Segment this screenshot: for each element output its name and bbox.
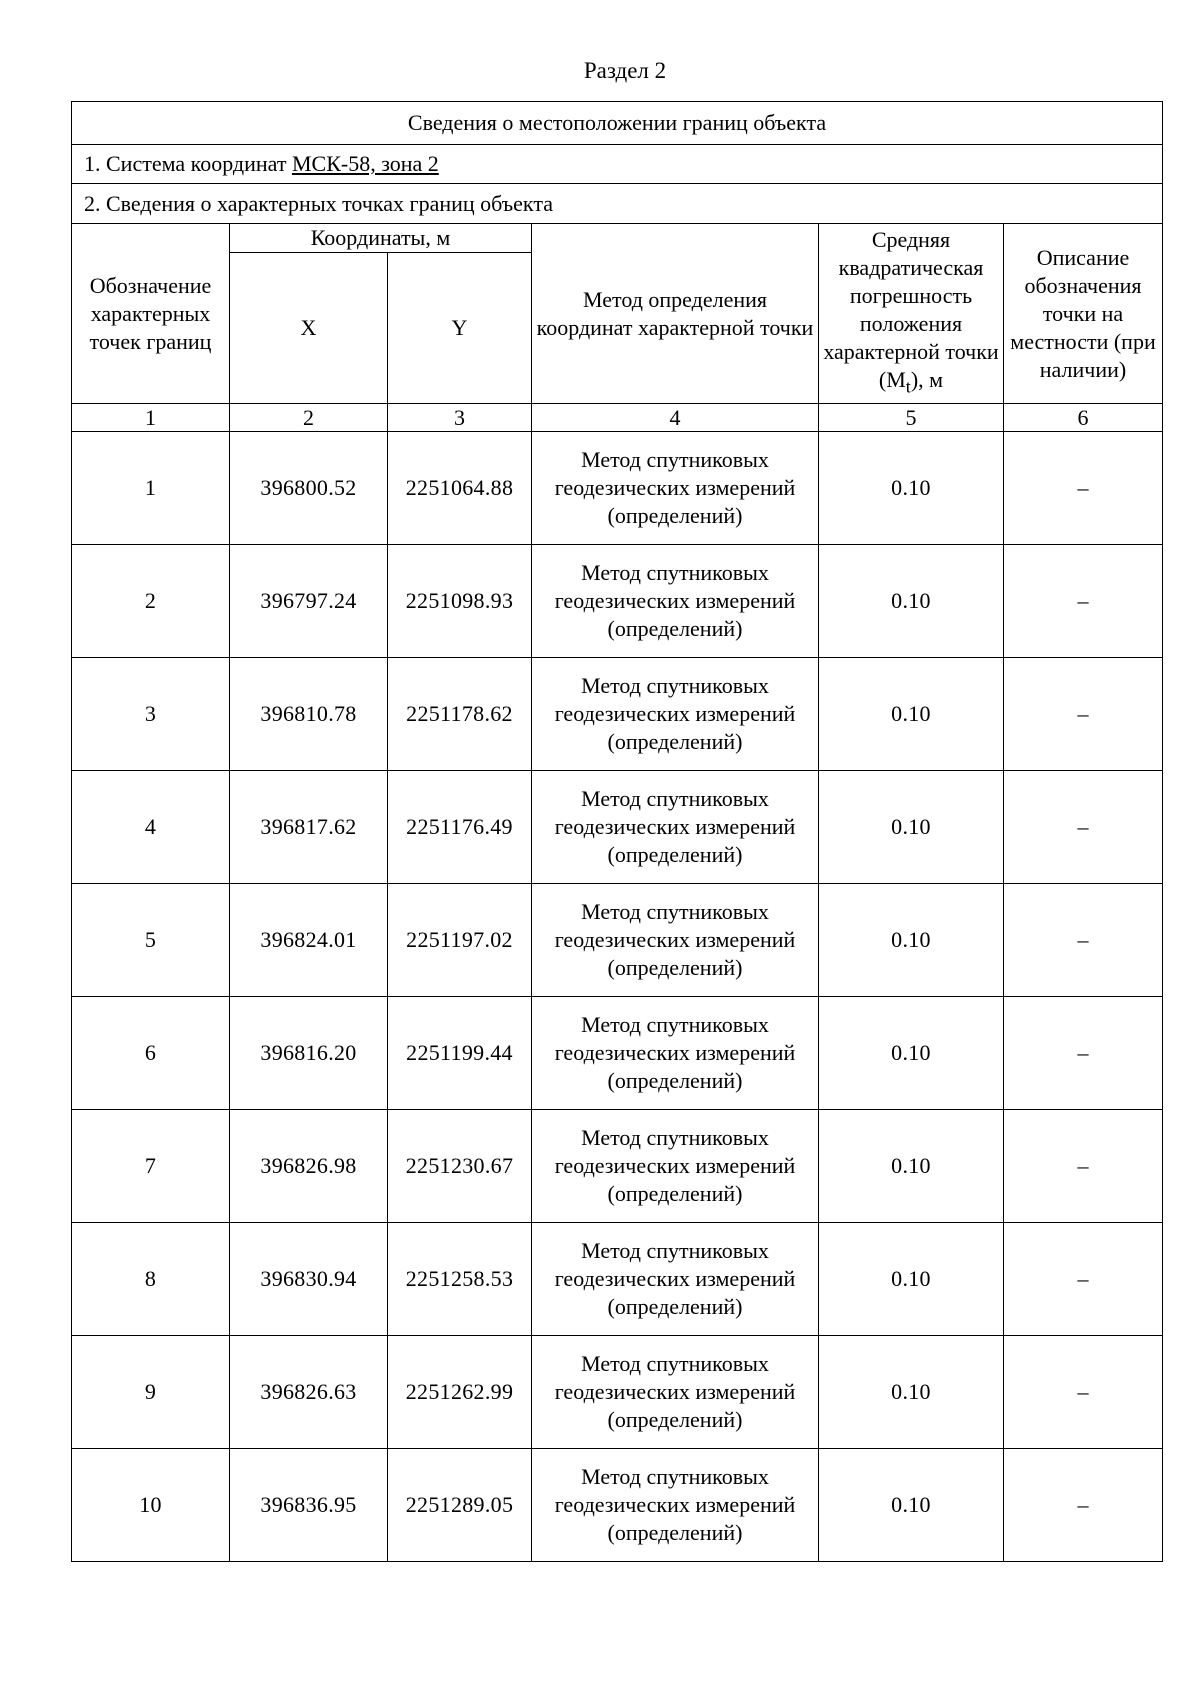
table-title: Сведения о местоположении границ объекта xyxy=(72,102,1163,145)
description-cell: – xyxy=(1004,432,1163,545)
method-cell: Метод спутниковых геодезических измерений (определений) xyxy=(532,884,819,997)
method-cell: Метод спутниковых геодезических измерений (определений) xyxy=(532,1449,819,1562)
description-cell: – xyxy=(1004,1336,1163,1449)
header-coordinates: Координаты, м xyxy=(230,224,532,253)
points-heading: 2. Сведения о характерных точках границ объекта xyxy=(72,184,1163,224)
x-coordinate-cell: 396824.01 xyxy=(230,884,388,997)
header-point-designation: Обозначение характерных точек границ xyxy=(72,224,230,404)
table-row xyxy=(72,1449,1163,1562)
point-cell: 6 xyxy=(72,997,230,1110)
error-cell: 0.10 xyxy=(819,658,1004,771)
error-cell: 0.10 xyxy=(819,1449,1004,1562)
method-cell: Метод спутниковых геодезических измерений (определений) xyxy=(532,545,819,658)
table-row xyxy=(72,1110,1163,1223)
x-coordinate-cell: 396836.95 xyxy=(230,1449,388,1562)
error-cell: 0.10 xyxy=(819,1223,1004,1336)
y-coordinate-cell: 2251064.88 xyxy=(388,432,532,545)
error-cell: 0.10 xyxy=(819,1110,1004,1223)
column-number: 2 xyxy=(230,404,388,432)
column-numbers-row xyxy=(72,404,1163,432)
method-cell: Метод спутниковых геодезических измерений (определений) xyxy=(532,1223,819,1336)
point-cell: 9 xyxy=(72,1336,230,1449)
column-number: 4 xyxy=(532,404,819,432)
description-cell: – xyxy=(1004,884,1163,997)
x-coordinate-cell: 396830.94 xyxy=(230,1223,388,1336)
point-cell: 3 xyxy=(72,658,230,771)
error-cell: 0.10 xyxy=(819,432,1004,545)
section-heading: Раздел 2 xyxy=(583,58,667,83)
method-cell: Метод спутниковых геодезических измерений (определений) xyxy=(532,1336,819,1449)
error-cell: 0.10 xyxy=(819,997,1004,1110)
description-cell: – xyxy=(1004,1449,1163,1562)
point-cell: 2 xyxy=(72,545,230,658)
column-number: 1 xyxy=(72,404,230,432)
header-x: X xyxy=(230,253,388,404)
y-coordinate-cell: 2251230.67 xyxy=(388,1110,532,1223)
y-coordinate-cell: 2251199.44 xyxy=(388,997,532,1110)
description-cell: – xyxy=(1004,997,1163,1110)
error-cell: 0.10 xyxy=(819,545,1004,658)
y-coordinate-cell: 2251262.99 xyxy=(388,1336,532,1449)
y-coordinate-cell: 2251178.62 xyxy=(388,658,532,771)
header-description: Описание обозначения точки на местности (при наличии) xyxy=(1004,224,1163,404)
header-error xyxy=(819,224,1004,404)
x-coordinate-cell: 396826.63 xyxy=(230,1336,388,1449)
method-cell: Метод спутниковых геодезических измерений (определений) xyxy=(532,432,819,545)
point-cell: 7 xyxy=(72,1110,230,1223)
table-row xyxy=(72,658,1163,771)
table-row xyxy=(72,1336,1163,1449)
coord-system-value: МСК-58, зона 2 xyxy=(291,151,439,176)
description-cell: – xyxy=(1004,658,1163,771)
column-number: 5 xyxy=(819,404,1004,432)
description-cell: – xyxy=(1004,545,1163,658)
x-coordinate-cell: 396797.24 xyxy=(230,545,388,658)
table-row xyxy=(72,771,1163,884)
error-cell: 0.10 xyxy=(819,884,1004,997)
x-coordinate-cell: 396817.62 xyxy=(230,771,388,884)
description-cell: – xyxy=(1004,771,1163,884)
coord-system-row xyxy=(72,145,1163,184)
x-coordinate-cell: 396826.98 xyxy=(230,1110,388,1223)
method-cell: Метод спутниковых геодезических измерений (определений) xyxy=(532,1110,819,1223)
header-method: Метод определения координат характерной точки xyxy=(532,224,819,404)
y-coordinate-cell: 2251176.49 xyxy=(388,771,532,884)
table-row xyxy=(72,545,1163,658)
table-row xyxy=(72,1223,1163,1336)
y-coordinate-cell: 2251098.93 xyxy=(388,545,532,658)
header-error-tail: ), м xyxy=(910,367,944,393)
y-coordinate-cell: 2251289.05 xyxy=(388,1449,532,1562)
method-cell: Метод спутниковых геодезических измерений (определений) xyxy=(532,658,819,771)
point-cell: 10 xyxy=(72,1449,230,1562)
x-coordinate-cell: 396800.52 xyxy=(230,432,388,545)
y-coordinate-cell: 2251197.02 xyxy=(388,884,532,997)
boundary-points-table xyxy=(71,101,1163,1562)
table-row xyxy=(72,884,1163,997)
description-cell: – xyxy=(1004,1110,1163,1223)
description-cell: – xyxy=(1004,1223,1163,1336)
x-coordinate-cell: 396816.20 xyxy=(230,997,388,1110)
column-number: 6 xyxy=(1004,404,1163,432)
header-error-main: Средняя квадратическая погрешность положения характерной точки (M xyxy=(823,227,999,393)
method-cell: Метод спутниковых геодезических измерений (определений) xyxy=(532,997,819,1110)
table-row xyxy=(72,432,1163,545)
error-cell: 0.10 xyxy=(819,1336,1004,1449)
point-cell: 4 xyxy=(72,771,230,884)
header-error-sub: t xyxy=(905,376,911,397)
coord-system-label: 1. Система координат xyxy=(84,151,287,176)
header-y: Y xyxy=(388,253,532,404)
method-cell: Метод спутниковых геодезических измерений (определений) xyxy=(532,771,819,884)
point-cell: 5 xyxy=(72,884,230,997)
error-cell: 0.10 xyxy=(819,771,1004,884)
x-coordinate-cell: 396810.78 xyxy=(230,658,388,771)
column-number: 3 xyxy=(388,404,532,432)
table-row xyxy=(72,997,1163,1110)
point-cell: 8 xyxy=(72,1223,230,1336)
point-cell: 1 xyxy=(72,432,230,545)
y-coordinate-cell: 2251258.53 xyxy=(388,1223,532,1336)
